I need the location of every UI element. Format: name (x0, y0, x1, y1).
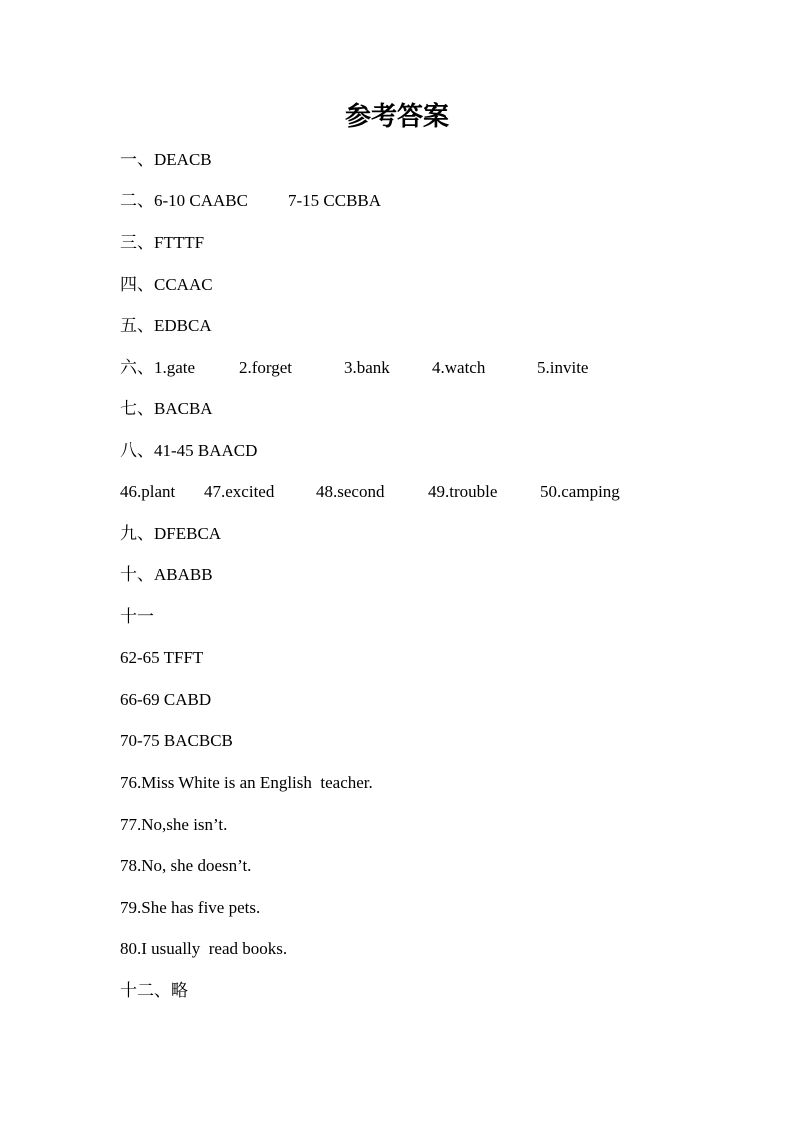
answer-line-76 (120, 771, 373, 795)
answer-line-9 (120, 522, 221, 546)
answer-text: 八、41-45 BAACD (120, 441, 258, 460)
answer-text: 4.watch (432, 358, 486, 377)
answer-line-1 (120, 148, 212, 172)
answer-line-10 (120, 563, 213, 587)
answer-text: 2.forget (239, 358, 293, 377)
answer-line-12 (120, 979, 188, 1003)
answer-line-62-65 (120, 646, 203, 670)
answer-text: 五、EDBCA (120, 316, 212, 335)
answer-line-4 (120, 273, 213, 297)
answer-text: 四、CCAAC (120, 275, 213, 294)
answer-text: 70-75 BACBCB (120, 731, 233, 750)
answer-line-46-50 (120, 480, 620, 504)
answer-text: 十二、略 (120, 981, 188, 1000)
answer-text: 78.No, she doesn’t. (120, 856, 252, 875)
answer-text: 46.plant (120, 482, 176, 501)
answer-line-77 (120, 813, 227, 837)
answer-line-79 (120, 896, 260, 920)
answer-line-2 (120, 189, 382, 213)
answer-text: 49.trouble (428, 482, 498, 501)
answer-text: 66-69 CABD (120, 690, 212, 709)
answer-text: 62-65 TFFT (120, 648, 204, 667)
answer-text: 76.Miss White is an English teacher. (120, 773, 373, 792)
answer-text: 七、BACBA (120, 399, 213, 418)
answer-text: 80.I usually read books. (120, 939, 288, 958)
answer-text: 十、ABABB (120, 565, 213, 584)
answer-text: 六、1.gate (120, 358, 196, 377)
answer-text: 7-15 CCBBA (288, 191, 382, 210)
answer-text: 一、DEACB (120, 150, 212, 169)
answer-line-78 (120, 854, 251, 878)
answer-text: 十一 (120, 607, 154, 626)
answer-text: 48.second (316, 482, 385, 501)
answer-text: 九、DFEBCA (120, 524, 222, 543)
answer-text: 50.camping (540, 482, 620, 501)
answer-text: 47.excited (204, 482, 275, 501)
answer-line-5 (120, 314, 212, 338)
answer-text: 77.No,she isn’t. (120, 815, 228, 834)
answer-line-8 (120, 439, 257, 463)
answer-text: 3.bank (344, 358, 390, 377)
answer-line-66-69 (120, 688, 211, 712)
answer-text: 二、6-10 CAABC (120, 191, 248, 210)
answer-line-11 (120, 605, 154, 629)
answer-line-7 (120, 397, 213, 421)
answer-line-6 (120, 356, 589, 380)
answer-line-80 (120, 937, 287, 961)
answer-line-3 (120, 231, 204, 255)
answer-text: 三、FTTTF (120, 233, 205, 252)
page-title: 参考答案 (344, 102, 449, 132)
answer-text: 79.She has five pets. (120, 898, 261, 917)
answer-line-70-75 (120, 729, 233, 753)
answer-text: 5.invite (537, 358, 589, 377)
